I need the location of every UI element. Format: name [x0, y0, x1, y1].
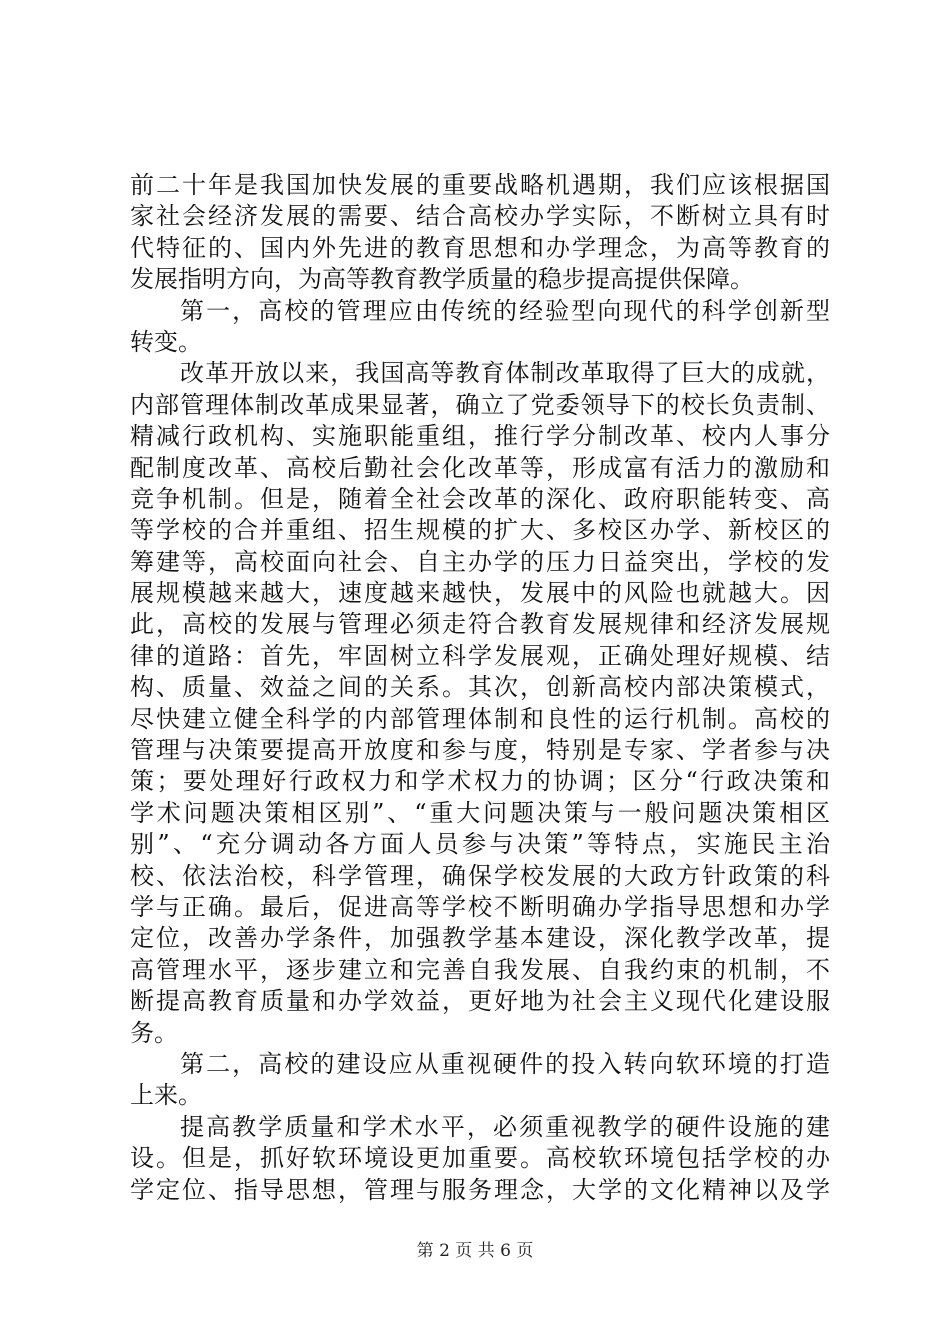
body-text [130, 170, 830, 1206]
text-line: 代特征的、国内外先进的教育思想和办学理念，为高等教育的 [130, 233, 830, 262]
text-line: 第二，高校的建设应从重视硬件的投入转向软环境的打造 [180, 1049, 830, 1078]
text-line: 提高教学质量和学术水平，必须重视教学的硬件设施的建 [180, 1112, 830, 1141]
text-line: 配制度改革、高校后勤社会化改革等，形成富有活力的激励和 [130, 453, 830, 482]
text-line: 构、质量、效益之间的关系。其次，创新高校内部决策模式， [130, 673, 830, 702]
text-line: 内部管理体制改革成果显著，确立了党委领导下的校长负责制、 [130, 390, 830, 419]
text-line: 高管理水平，逐步建立和完善自我发展、自我约束的机制，不 [130, 955, 830, 984]
text-line: 等学校的合并重组、招生规模的扩大、多校区办学、新校区的 [130, 516, 830, 545]
text-line: 展规模越来越大，速度越来越快，发展中的风险也就越大。因 [130, 579, 830, 608]
text-line: 定位，改善办学条件，加强教学基本建设，深化教学改革，提 [130, 924, 830, 953]
text-line: 上来。 [130, 1081, 202, 1110]
text-line: 策；要处理好行政权力和学术权力的协调；区分“行政决策和 [130, 767, 830, 796]
text-line: 务。 [130, 1018, 178, 1047]
text-line: 筹建等，高校面向社会、自主办学的压力日益突出，学校的发 [130, 547, 830, 576]
text-line: 发展指明方向，为高等教育教学质量的稳步提高提供保障。 [130, 265, 754, 294]
text-line: 学与正确。最后，促进高等学校不断明确办学指导思想和办学 [130, 892, 830, 921]
text-line: 前二十年是我国加快发展的重要战略机遇期，我们应该根据国 [130, 171, 830, 199]
text-line: 校、依法治校，科学管理，确保学校发展的大政方针政策的科 [130, 861, 830, 890]
text-line: 管理与决策要提高开放度和参与度，特别是专家、学者参与决 [130, 736, 830, 765]
text-line: 尽快建立健全科学的内部管理体制和良性的运行机制。高校的 [130, 704, 830, 733]
text-line: 第一，高校的管理应由传统的经验型向现代的科学创新型 [180, 296, 830, 325]
text-line: 别”、“充分调动各方面人员参与决策”等特点，实施民主治 [130, 830, 830, 859]
text-line: 精减行政机构、实施职能重组，推行学分制改革、校内人事分 [130, 422, 830, 451]
text-line: 竞争机制。但是，随着全社会改革的深化、政府职能转变、高 [130, 484, 830, 513]
text-line: 此，高校的发展与管理必须走符合教育发展规律和经济发展规 [130, 610, 830, 639]
page-number: 第 2 页 共 6 页 [416, 1241, 534, 1261]
text-line: 转变。 [130, 327, 202, 356]
text-line: 家社会经济发展的需要、结合高校办学实际，不断树立具有时 [130, 202, 830, 231]
text-line: 设。但是，抓好软环境设更加重要。高校软环境包括学校的办 [130, 1144, 830, 1173]
text-line: 学术问题决策相区别”、“重大问题决策与一般问题决策相区 [130, 798, 830, 827]
text-line: 改革开放以来，我国高等教育体制改革取得了巨大的成就， [180, 359, 830, 388]
text-line: 学定位、指导思想，管理与服务理念，大学的文化精神以及学 [130, 1175, 830, 1204]
text-line: 断提高教育质量和办学效益，更好地为社会主义现代化建设服 [130, 987, 830, 1016]
text-line: 律的道路：首先，牢固树立科学发展观，正确处理好规模、结 [130, 641, 830, 670]
